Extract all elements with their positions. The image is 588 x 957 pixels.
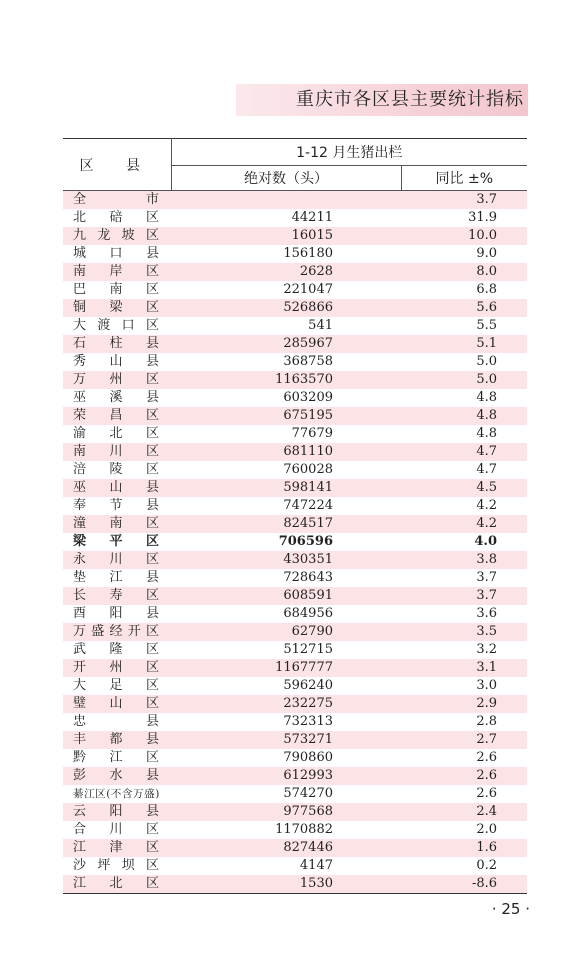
table-row [63, 839, 527, 857]
cell-yoy: 31.9 [468, 210, 498, 225]
cell-district [63, 875, 171, 894]
cell-district [63, 227, 171, 245]
district-name: 城口县 [73, 246, 159, 261]
cell-absolute: 526866 [171, 299, 401, 317]
cell-absolute: 603209 [283, 390, 333, 405]
cell-yoy: 4.8 [476, 390, 498, 405]
cell-district [63, 623, 171, 641]
district-name: 江津区 [73, 840, 159, 855]
cell-yoy: 10.0 [401, 227, 527, 245]
cell-yoy: 4.7 [401, 443, 527, 461]
district-name: 云阳县 [73, 804, 159, 819]
table-row [63, 533, 527, 551]
cell-yoy: 3.2 [476, 642, 498, 657]
table-row [63, 785, 527, 803]
cell-yoy: 5.0 [401, 371, 527, 389]
cell-yoy: 5.6 [401, 299, 527, 317]
table-row [63, 281, 527, 299]
district-name: 丰都县 [73, 732, 159, 747]
table-row [63, 227, 527, 245]
table-row [63, 875, 527, 894]
district-name: 长寿区 [73, 588, 159, 603]
cell-district [63, 209, 171, 227]
cell-absolute: 77679 [291, 426, 333, 441]
table-row [63, 389, 527, 407]
column-header-district: 区 县 [63, 139, 171, 191]
cell-district [63, 641, 171, 659]
table-row [63, 371, 527, 389]
district-name: 江北区 [73, 876, 159, 891]
column-header-yoy: 同比 ±% [401, 166, 527, 191]
cell-district [63, 569, 171, 587]
cell-district [63, 497, 171, 515]
cell-absolute: 1167777 [171, 659, 401, 677]
cell-yoy: 3.1 [401, 659, 527, 677]
district-name: 铜梁区 [73, 300, 159, 315]
cell-absolute: 16015 [171, 227, 401, 245]
cell-yoy: 4.7 [476, 462, 498, 477]
district-name: 渝北区 [73, 426, 159, 441]
district-name: 开州区 [73, 660, 159, 675]
cell-yoy: 3.5 [401, 623, 527, 641]
table-row [63, 713, 527, 731]
district-name: 万盛经开区 [73, 624, 159, 639]
district-name: 巫山县 [73, 480, 159, 495]
cell-absolute: 62790 [171, 623, 401, 641]
cell-yoy: 3.6 [476, 606, 498, 621]
district-name: 潼南区 [73, 516, 159, 531]
district-name: 秀山县 [73, 354, 159, 369]
cell-absolute: 1163570 [171, 371, 401, 389]
cell-yoy: 2.6 [476, 786, 498, 801]
table-body [63, 191, 527, 894]
cell-absolute: 747224 [283, 498, 333, 513]
cell-district [63, 389, 171, 407]
district-name: 沙坪坝区 [73, 858, 159, 873]
cell-district [63, 425, 171, 443]
cell-absolute: 232275 [171, 695, 401, 713]
cell-absolute: 430351 [171, 551, 401, 569]
cell-absolute: 541 [308, 318, 333, 333]
table-row [63, 623, 527, 641]
cell-yoy: 6.8 [476, 282, 498, 297]
cell-yoy: 2.6 [401, 767, 527, 785]
cell-absolute: 598141 [171, 479, 401, 497]
district-name: 忠 县 [73, 714, 159, 729]
cell-absolute: 824517 [171, 515, 401, 533]
cell-district [63, 695, 171, 713]
table-row [63, 857, 527, 875]
table-row [63, 515, 527, 533]
cell-yoy: 2.7 [401, 731, 527, 749]
table-row [63, 191, 527, 210]
cell-yoy: 3.7 [476, 570, 498, 585]
cell-district [63, 857, 171, 875]
column-header-absolute: 绝对数（头） [171, 166, 401, 191]
table-row [63, 209, 527, 227]
district-name: 南川区 [73, 444, 159, 459]
table-row [63, 803, 527, 821]
table-row [63, 317, 527, 335]
table-row [63, 425, 527, 443]
district-name: 永川区 [73, 552, 159, 567]
table-row [63, 695, 527, 713]
table-row [63, 551, 527, 569]
table-row [63, 569, 527, 587]
cell-absolute: 1170882 [275, 822, 333, 837]
cell-district [63, 281, 171, 299]
district-name: 九龙坡区 [73, 228, 159, 243]
cell-yoy: 4.2 [476, 498, 498, 513]
table-row [63, 245, 527, 263]
district-name: 奉节县 [73, 498, 159, 513]
cell-absolute: 732313 [283, 714, 333, 729]
cell-district [63, 659, 171, 677]
cell-district [63, 317, 171, 335]
district-name: 黔江区 [73, 750, 159, 765]
cell-absolute: 612993 [171, 767, 401, 785]
district-name: 綦江区(不含万盛) [73, 788, 159, 800]
cell-absolute: 681110 [171, 443, 401, 461]
district-name: 涪陵区 [73, 462, 159, 477]
cell-district [63, 713, 171, 731]
district-name: 合川区 [73, 822, 159, 837]
cell-yoy: 4.8 [401, 407, 527, 425]
cell-yoy: 5.5 [476, 318, 498, 333]
cell-district [63, 605, 171, 623]
cell-yoy: 2.4 [401, 803, 527, 821]
cell-absolute: 760028 [283, 462, 333, 477]
cell-absolute: 285967 [171, 335, 401, 353]
cell-absolute: 368758 [283, 354, 333, 369]
cell-district [63, 335, 171, 353]
district-name: 梁平区 [73, 534, 159, 549]
cell-yoy: 5.0 [476, 354, 498, 369]
district-name: 巴南区 [73, 282, 159, 297]
district-name: 璧山区 [73, 696, 159, 711]
cell-absolute: 574270 [283, 786, 333, 801]
cell-district [63, 407, 171, 425]
cell-yoy: 2.9 [401, 695, 527, 713]
district-name: 荣昌区 [73, 408, 159, 423]
cell-district [63, 353, 171, 371]
cell-district [63, 191, 171, 210]
cell-district [63, 821, 171, 839]
table-row [63, 299, 527, 317]
cell-absolute: 790860 [283, 750, 333, 765]
table-row [63, 335, 527, 353]
cell-district [63, 677, 171, 695]
cell-absolute: 1530 [171, 875, 401, 894]
cell-absolute: 728643 [283, 570, 333, 585]
district-name: 石柱县 [73, 336, 159, 351]
cell-yoy: 1.6 [401, 839, 527, 857]
cell-yoy: -8.6 [401, 875, 527, 894]
district-name: 万州区 [73, 372, 159, 387]
cell-absolute: 675195 [171, 407, 401, 425]
cell-district [63, 767, 171, 785]
cell-yoy: 5.1 [401, 335, 527, 353]
cell-district [63, 245, 171, 263]
cell-district [63, 749, 171, 767]
statistics-table [63, 138, 527, 894]
cell-yoy: 3.0 [476, 678, 498, 693]
table-row [63, 659, 527, 677]
cell-yoy: 4.5 [401, 479, 527, 497]
table-row [63, 587, 527, 605]
cell-yoy: 8.0 [401, 263, 527, 281]
table-row [63, 821, 527, 839]
column-group-hog-slaughter: 1-12 月生猪出栏 [171, 139, 527, 166]
cell-district [63, 587, 171, 605]
cell-absolute: 512715 [283, 642, 333, 657]
table-row [63, 731, 527, 749]
district-name: 巫溪县 [73, 390, 159, 405]
cell-yoy: 3.7 [401, 191, 527, 210]
cell-absolute: 684956 [283, 606, 333, 621]
district-name: 北碚区 [73, 210, 159, 225]
cell-yoy: 4.8 [476, 426, 498, 441]
table-row [63, 497, 527, 515]
table-row [63, 749, 527, 767]
district-name: 大渡口区 [73, 318, 159, 333]
table-row [63, 677, 527, 695]
cell-yoy: 2.0 [476, 822, 498, 837]
cell-district [63, 515, 171, 533]
cell-absolute: 4147 [299, 858, 333, 873]
cell-absolute: 706596 [278, 534, 333, 549]
cell-district [63, 785, 171, 803]
cell-absolute: 2628 [171, 263, 401, 281]
table-row [63, 767, 527, 785]
table-row [63, 605, 527, 623]
cell-absolute: 977568 [171, 803, 401, 821]
district-name: 垫江县 [73, 570, 159, 585]
cell-district [63, 551, 171, 569]
cell-absolute: 827446 [171, 839, 401, 857]
table-row [63, 479, 527, 497]
table-row [63, 263, 527, 281]
cell-district [63, 443, 171, 461]
district-name: 南岸区 [73, 264, 159, 279]
cell-yoy: 2.6 [476, 750, 498, 765]
table-row [63, 461, 527, 479]
cell-district [63, 371, 171, 389]
cell-absolute [171, 191, 401, 210]
cell-yoy: 4.2 [401, 515, 527, 533]
cell-absolute: 221047 [283, 282, 333, 297]
cell-district [63, 803, 171, 821]
cell-district [63, 299, 171, 317]
cell-yoy: 2.8 [476, 714, 498, 729]
table-row [63, 353, 527, 371]
cell-district [63, 731, 171, 749]
district-name: 彭水县 [73, 768, 159, 783]
cell-absolute: 596240 [283, 678, 333, 693]
cell-district [63, 479, 171, 497]
district-name: 武隆区 [73, 642, 159, 657]
cell-absolute: 44211 [291, 210, 333, 225]
cell-absolute: 156180 [283, 246, 333, 261]
cell-yoy: 3.8 [401, 551, 527, 569]
cell-district [63, 533, 171, 551]
district-name: 大足区 [73, 678, 159, 693]
cell-absolute: 573271 [171, 731, 401, 749]
district-name: 酉阳县 [73, 606, 159, 621]
page-number: · 25 · [491, 900, 530, 918]
cell-yoy: 0.2 [476, 858, 498, 873]
cell-yoy: 3.7 [401, 587, 527, 605]
cell-district [63, 461, 171, 479]
cell-absolute: 608591 [171, 587, 401, 605]
table-row [63, 407, 527, 425]
table-row [63, 443, 527, 461]
cell-district [63, 263, 171, 281]
cell-yoy: 4.0 [474, 534, 498, 549]
page-title: 重庆市各区县主要统计指标 [296, 89, 524, 110]
district-name: 全 市 [73, 192, 159, 207]
cell-yoy: 9.0 [476, 246, 498, 261]
cell-district [63, 839, 171, 857]
table-row [63, 641, 527, 659]
